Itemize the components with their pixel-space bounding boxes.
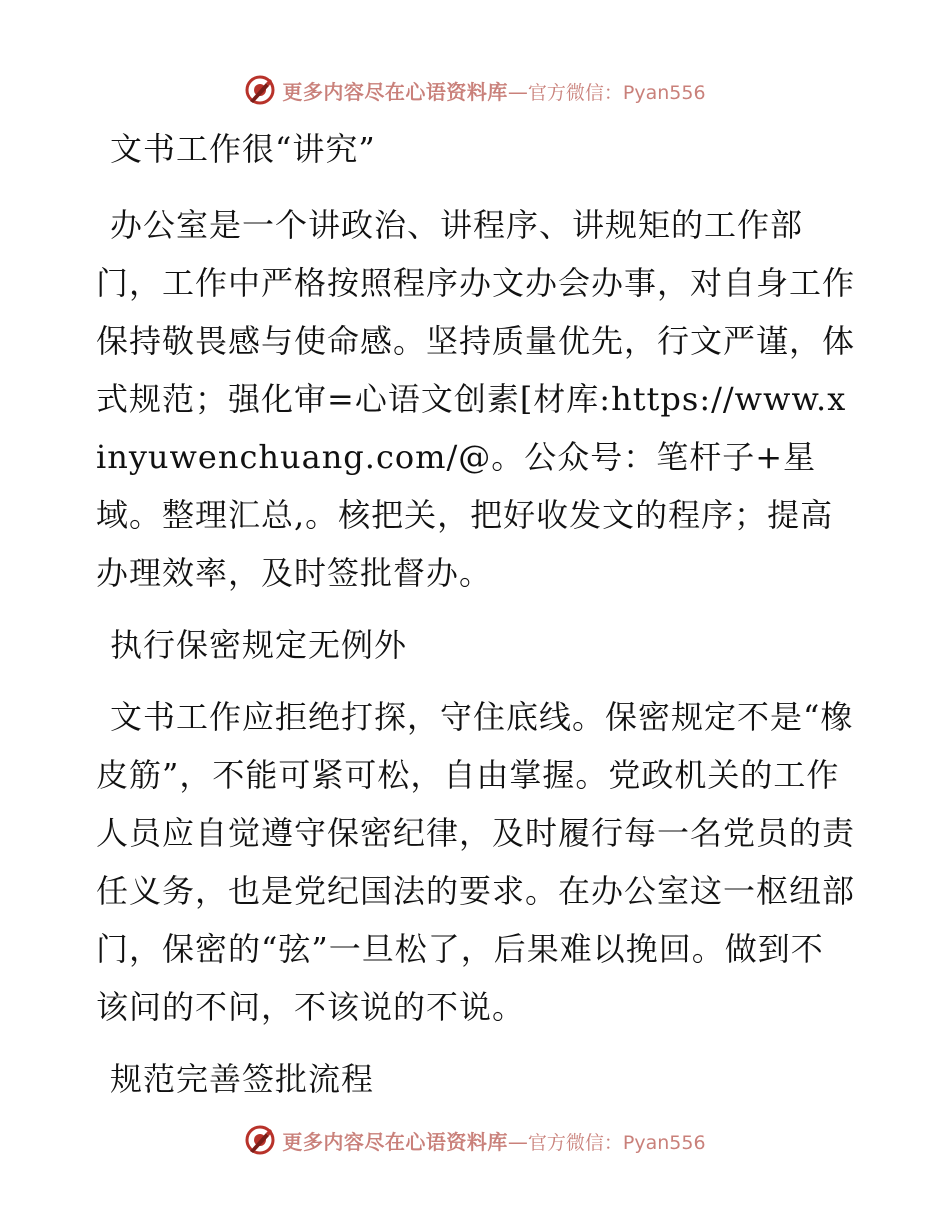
- watermark-slogan: 更多内容尽在心语资料库: [282, 1129, 508, 1154]
- footer-watermark: [0, 1120, 950, 1160]
- pen-logo-icon: [244, 1124, 276, 1156]
- paragraph-2: 文书工作应拒绝打探，守住底线。保密规定不是“橡皮筋”，不能可紧可松，自由掌握。党政机关的工作人员应自觉遵守保密纪律，及时履行每一名党员的责任义务，也是党纪国法的要求。在办公室这一枢纽部门，保密的“弦”一旦松了，后果难以挽回。做到不该问的不问，不该说的不说。: [96, 698, 856, 1026]
- document-body: [96, 120, 856, 1108]
- watermark-slogan: 更多内容尽在心语资料库: [282, 79, 508, 104]
- watermark-wechat: 官方微信：Pyan556: [527, 1131, 706, 1154]
- header-watermark: [0, 70, 950, 110]
- section-heading-3: 规范完善签批流程: [110, 1060, 375, 1098]
- section-heading-1: 文书工作很“讲究”: [110, 130, 376, 168]
- pen-logo-icon: [244, 74, 276, 106]
- section-heading-2: 执行保密规定无例外: [110, 626, 408, 664]
- watermark-wechat: 官方微信：Pyan556: [527, 81, 706, 104]
- paragraph-1: 办公室是一个讲政治、讲程序、讲规矩的工作部门，工作中严格按照程序办文办会办事，对自身工作保持敬畏感与使命感。坚持质量优先，行文严谨，体式规范；强化审=心语文创素[材库:https://www.xinyuwenchuang.com/@。公众号：笔杆子+星域。整理汇总,。核把关，把好收发文的程序；提高办理效率，及时签批督办。: [96, 206, 856, 592]
- watermark-dash: —: [507, 79, 528, 104]
- watermark-dash: —: [507, 1129, 528, 1154]
